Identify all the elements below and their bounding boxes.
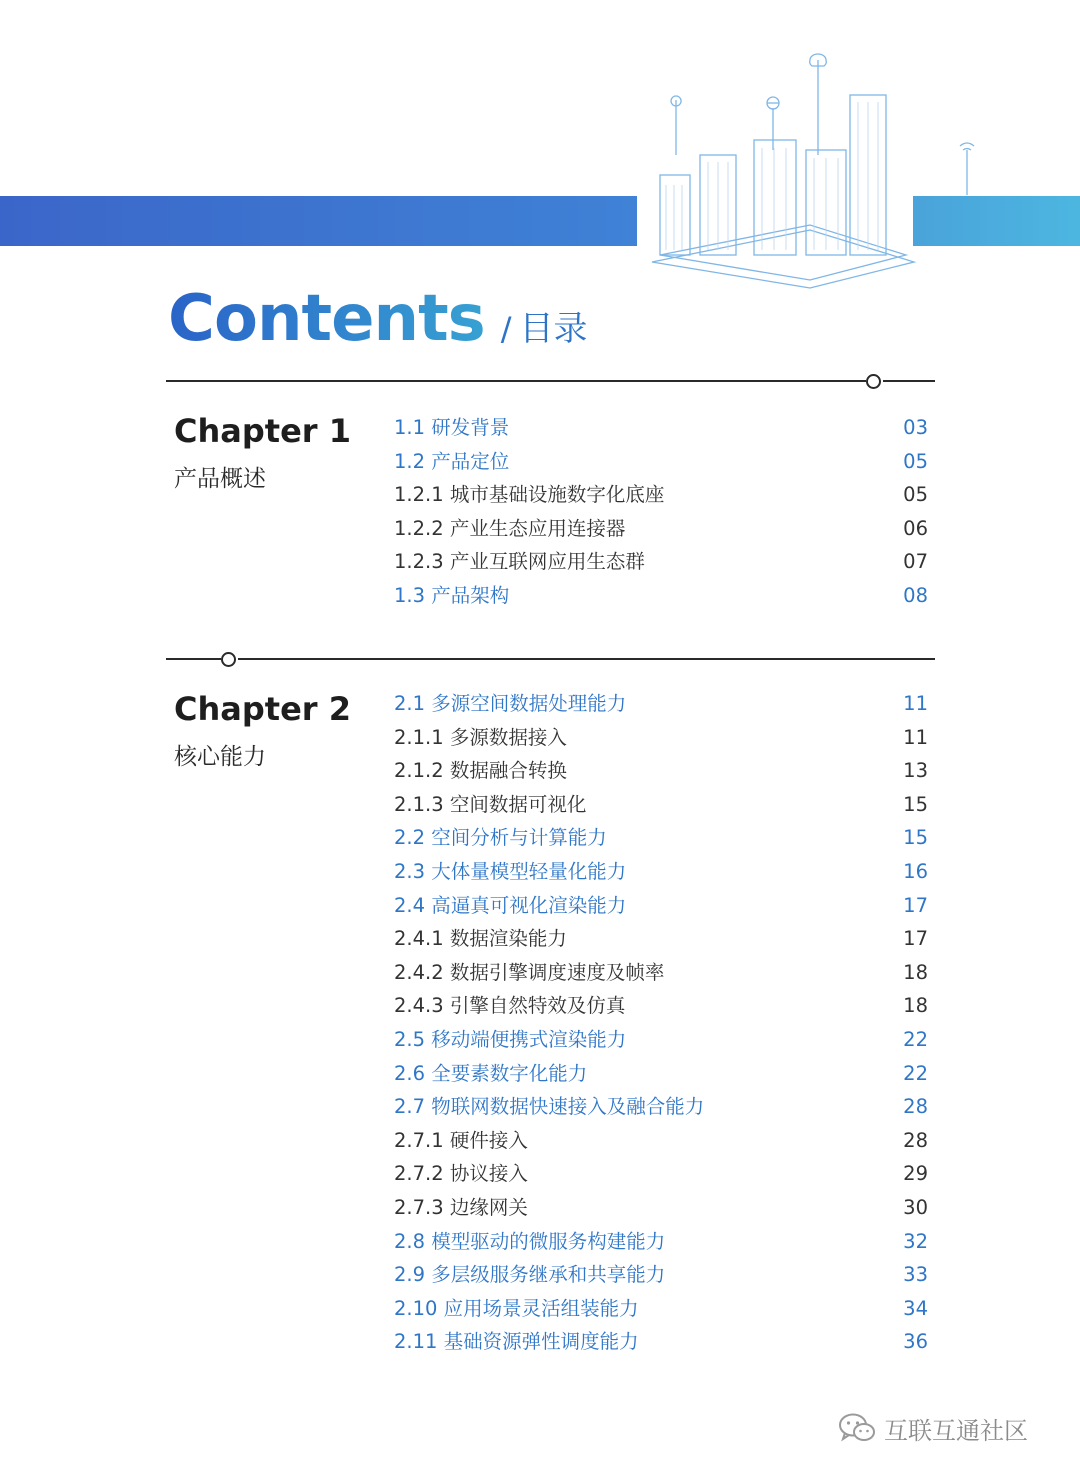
title-main: Contents (168, 282, 485, 356)
toc-entry[interactable] (394, 579, 934, 613)
toc-entry[interactable] (394, 445, 934, 479)
toc-entry[interactable] (394, 1090, 934, 1124)
toc-entry-title: 2.6 全要素数字化能力 (394, 1061, 588, 1085)
toc-entry-page: 22 (903, 1061, 928, 1085)
toc-entry-page: 13 (903, 759, 928, 783)
toc-entry-title: 2.2 空间分析与计算能力 (394, 826, 607, 850)
toc-entry-title: 1.2.3 产业互联网应用生态群 (394, 550, 645, 574)
toc-entry-page: 06 (903, 516, 928, 540)
toc-entry[interactable] (394, 1292, 934, 1326)
toc-entry[interactable] (394, 545, 934, 579)
toc-entry-page: 05 (903, 483, 928, 507)
toc-entry-page: 32 (903, 1229, 928, 1253)
toc-entry[interactable] (394, 956, 934, 990)
toc-entry[interactable] (394, 512, 934, 546)
toc-entry-page: 34 (903, 1296, 928, 1320)
toc-entry[interactable] (394, 889, 934, 923)
chapter2-divider (238, 658, 935, 660)
city-skyline-illustration (640, 40, 980, 290)
chapter2-divider-dot (221, 652, 236, 667)
toc-entry-page: 17 (903, 893, 928, 917)
toc-entry-page: 36 (903, 1330, 928, 1354)
chapter1-divider (166, 380, 866, 382)
toc-entry-title: 1.3 产品架构 (394, 583, 510, 607)
toc-entry[interactable] (394, 721, 934, 755)
chapter1-subtitle: 产品概述 (174, 466, 266, 492)
toc-entry[interactable] (394, 788, 934, 822)
toc-entry-page: 08 (903, 583, 928, 607)
toc-entry-title: 2.1.1 多源数据接入 (394, 725, 567, 749)
toc-entry-title: 2.11 基础资源弹性调度能力 (394, 1330, 639, 1354)
toc-entry[interactable] (394, 478, 934, 512)
chapter1-label: Chapter 1 (174, 412, 351, 450)
toc-entry-title: 2.4.2 数据引擎调度速度及帧率 (394, 960, 665, 984)
toc-entry-page: 07 (903, 550, 928, 574)
toc-entry-title: 2.4.3 引擎自然特效及仿真 (394, 994, 626, 1018)
toc-entry-title: 2.7.2 协议接入 (394, 1162, 528, 1186)
toc-entry-page: 30 (903, 1195, 928, 1219)
toc-entry-page: 05 (903, 449, 928, 473)
header-band-left (0, 196, 637, 246)
toc-entry-page: 15 (903, 826, 928, 850)
toc-entry-page: 33 (903, 1263, 928, 1287)
toc-entry-title: 2.3 大体量模型轻量化能力 (394, 859, 627, 883)
toc-entry[interactable] (394, 1258, 934, 1292)
toc-entry[interactable] (394, 411, 934, 445)
toc-entry[interactable] (394, 1225, 934, 1259)
toc-entry[interactable] (394, 989, 934, 1023)
toc-entry-title: 2.7.1 硬件接入 (394, 1128, 528, 1152)
toc-entry[interactable] (394, 821, 934, 855)
toc-entry-title: 2.1 多源空间数据处理能力 (394, 692, 627, 715)
title-chinese: 目录 (519, 309, 588, 349)
toc-entry-page: 28 (903, 1128, 928, 1152)
toc-entry-page: 18 (903, 960, 928, 984)
toc-entry[interactable] (394, 1325, 934, 1359)
toc-entry-page: 11 (903, 725, 928, 749)
toc-entry-title: 2.5 移动端便携式渲染能力 (394, 1027, 627, 1051)
wechat-watermark (838, 1408, 1028, 1448)
toc-entry-title: 1.2.2 产业生态应用连接器 (394, 516, 626, 540)
toc-entry[interactable] (394, 1057, 934, 1091)
wechat-icon (838, 1412, 876, 1444)
toc-entry-page: 18 (903, 994, 928, 1018)
toc-entry[interactable] (394, 687, 934, 721)
toc-entry-page: 15 (903, 792, 928, 816)
toc-entry-title: 1.1 研发背景 (394, 416, 510, 439)
toc-entry-page: 22 (903, 1027, 928, 1051)
watermark-text: 互联互通社区 (884, 1416, 1028, 1445)
toc-entry-page: 16 (903, 859, 928, 883)
toc-entry[interactable] (394, 754, 934, 788)
toc-entry-page: 17 (903, 927, 928, 951)
chapter1-divider-dot (866, 374, 881, 389)
toc-entry-title: 2.8 模型驱动的微服务构建能力 (394, 1229, 666, 1253)
toc-entry[interactable] (394, 1157, 934, 1191)
toc-entry-page: 29 (903, 1162, 928, 1186)
toc-entry[interactable] (394, 855, 934, 889)
chapter1-toc (394, 411, 934, 613)
toc-entry-title: 1.2 产品定位 (394, 449, 510, 473)
title-separator: / (500, 310, 512, 348)
toc-entry-title: 2.4.1 数据渲染能力 (394, 927, 567, 951)
chapter1-divider-tail (883, 380, 935, 382)
toc-entry-title: 2.9 多层级服务继承和共享能力 (394, 1263, 666, 1287)
toc-entry-title: 2.7.3 边缘网关 (394, 1195, 528, 1219)
toc-entry-title: 1.2.1 城市基础设施数字化底座 (394, 483, 665, 507)
toc-entry[interactable] (394, 1023, 934, 1057)
chapter2-divider-head (166, 658, 221, 660)
toc-entry[interactable] (394, 922, 934, 956)
toc-entry-page: 28 (903, 1095, 928, 1119)
page-title (168, 282, 588, 362)
chapter2-subtitle: 核心能力 (174, 744, 266, 770)
toc-entry-title: 2.4 高逼真可视化渲染能力 (394, 893, 627, 917)
toc-entry-page: 03 (903, 416, 928, 439)
toc-entry[interactable] (394, 1191, 934, 1225)
toc-entry-page: 11 (903, 692, 928, 715)
toc-entry-title: 2.7 物联网数据快速接入及融合能力 (394, 1095, 705, 1119)
toc-entry-title: 2.1.3 空间数据可视化 (394, 792, 587, 816)
toc-entry-title: 2.10 应用场景灵活组装能力 (394, 1296, 639, 1320)
chapter2-toc (394, 687, 934, 1359)
toc-entry[interactable] (394, 1124, 934, 1158)
toc-entry-title: 2.1.2 数据融合转换 (394, 759, 567, 783)
chapter2-label: Chapter 2 (174, 690, 351, 728)
